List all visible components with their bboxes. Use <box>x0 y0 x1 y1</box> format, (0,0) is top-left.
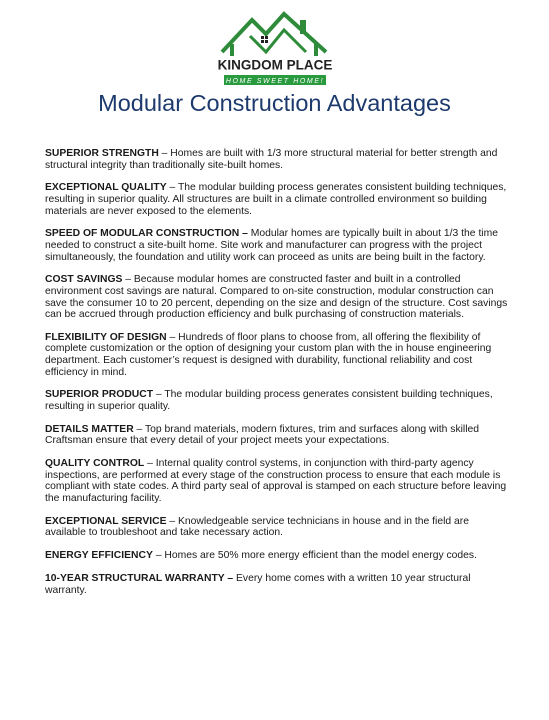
section-heading: SUPERIOR STRENGTH <box>45 148 159 159</box>
section-cost-savings <box>45 274 510 320</box>
section-superior-product <box>45 389 510 412</box>
section-body: – Hundreds of floor plans to choose from, all offering the flexibility of complete customization or the option of designing your custom plan with the in house engineering department. Each customer’s request is designed with durability, functional reliability and cost efficiency in mind. <box>45 331 492 378</box>
section-body: Modular homes are typically built in about 1/3 the time needed to construct a site-built home. Site work and manufacturer can progress with the project simultaneously, the foundation and utility work can proceed as units are being built in the factory. <box>45 228 498 263</box>
section-exceptional-service <box>45 516 510 539</box>
section-body: – Homes are built with 1/3 more structural material for better strength and structural integrity than traditionally site-built homes. <box>45 148 498 171</box>
section-body: – Homes are 50% more energy efficient than the model energy codes. <box>152 550 477 562</box>
section-heading: EXCEPTIONAL SERVICE <box>45 515 167 527</box>
section-body: – Knowledgeable service technicians in house and in the field are available to troubleshoot and take necessary action. <box>45 515 469 539</box>
section-energy-efficiency <box>45 550 510 562</box>
section-heading: FLEXIBILITY OF DESIGN <box>45 331 167 343</box>
section-details-matter <box>45 424 510 447</box>
section-heading: ENERGY EFFICIENCY <box>45 550 153 562</box>
section-quality-control <box>45 458 510 504</box>
section-structural-warranty <box>45 573 510 596</box>
section-speed-of-construction <box>45 228 510 263</box>
section-body: – Top brand materials, modern fixtures, trim and surfaces along with skilled Craftsman ensure that every detail of your project meets your expectations. <box>45 423 480 447</box>
section-superior-strength <box>45 148 510 171</box>
section-heading: SUPERIOR PRODUCT <box>45 389 154 401</box>
section-body: – The modular building process generates consistent building techniques, resulting in superior quality. <box>45 389 493 413</box>
section-exceptional-quality <box>45 182 510 217</box>
section-body: Every home comes with a written 10 year structural warranty. <box>45 572 471 596</box>
section-heading: DETAILS MATTER <box>45 423 134 435</box>
section-body: – The modular building process generates consistent building techniques, resulting in superior quality. All structures are built in a climate controlled environment so building materials are never exposed to the elements. <box>45 182 507 217</box>
section-body: – Because modular homes are constructed faster and built in a controlled environment cost savings are natural. Compared to on-site construction, modular construction can save the consumer 10 to 20 percent, depending on the size and design of the structure. Cost savings can be accrued through production efficiency and bulk purchasing of construction materials. <box>45 274 508 321</box>
section-heading: 10-YEAR STRUCTURAL WARRANTY – <box>45 572 234 584</box>
logo-tagline-text: HOME SWEET HOME! <box>225 77 324 85</box>
house-logo-icon <box>210 6 340 90</box>
section-body: – Internal quality control systems, in conjunction with third-party agency inspections, are performed at every stage of the construction process to ensure that each module is compliant with state codes. A third party seal of approval is stamped on each structure before leaving the manufacturing facility. <box>45 458 507 504</box>
kingdom-place-logo <box>0 6 549 90</box>
advantages-list <box>45 148 510 607</box>
section-flexibility-of-design <box>45 332 510 378</box>
section-heading: EXCEPTIONAL QUALITY <box>45 182 167 194</box>
section-heading: SPEED OF MODULAR CONSTRUCTION – <box>45 228 248 240</box>
section-heading: QUALITY CONTROL <box>45 458 145 470</box>
logo-brand-text: KINGDOM PLACE <box>217 57 332 73</box>
page-title: Modular Construction Advantages <box>98 90 451 116</box>
section-heading: COST SAVINGS <box>45 274 123 286</box>
